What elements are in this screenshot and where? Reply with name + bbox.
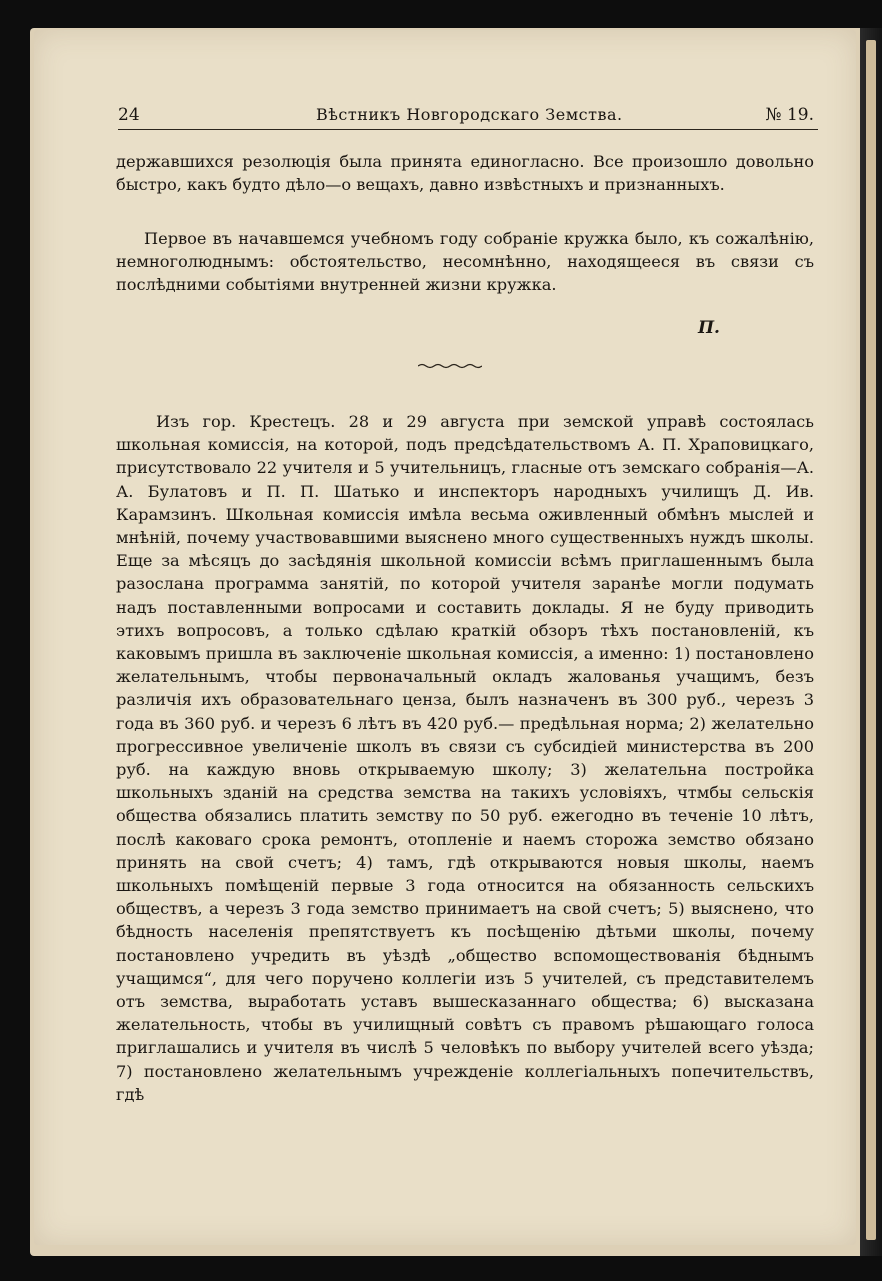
adjacent-page-edge (866, 40, 876, 1240)
issue-number: № 19. (765, 105, 814, 125)
running-header (118, 105, 818, 131)
author-signature: П. (698, 318, 720, 338)
journal-title: Вѣстникъ Новгородскаго Земства. (316, 105, 623, 124)
page-number: 24 (118, 105, 140, 125)
paragraph-circle-meeting: Первое въ начавшемся учебномъ году собраніе кружка было, къ сожалѣнію, немноголюднымъ: обстоятельство, несомнѣнно, находящееся въ связи съ послѣдними событіями внутренней жизни кружка. (116, 229, 814, 295)
paragraph-continued: державшихся резолюція была принята единогласно. Все произошло довольно быстро, какъ будто дѣло—о вещахъ, давно извѣстныхъ и признанныхъ. (116, 152, 814, 195)
section-divider-ornament (418, 362, 482, 370)
header-rule (118, 129, 818, 130)
paragraph-krestsy-report: Изъ гор. Крестецъ. 28 и 29 августа при земской управѣ состоялась школьная комиссія, на которой, подъ предсѣдательствомъ А. П. Храповицкаго, присутствовало 22 учителя и 5 учительницъ, гласные отъ земскаго собранія—А. А. Булатовъ и П. П. Шатько и инспекторъ народныхъ училищъ Д. Ив. Карамзинъ. Школьная комиссія имѣла весьма оживленный обмѣнъ мыслей и мнѣній, почему участвовавшими выяснено много существенныхъ нуждъ школы. Еще за мѣсяцъ до засѣдянія школьной комиссіи всѣмъ приглашеннымъ была разослана программа занятій, по которой учителя заранѣе могли подумать надъ поставленными вопросами и составить доклады. Я не буду приводить этихъ вопросовъ, а только сдѣлаю краткій обзоръ тѣхъ постановленій, къ каковымъ пришла въ заключеніе школьная комиссія, а именно: 1) постановлено желательнымъ, чтобы первоначальный окладъ жалованья учащимъ, безъ различія ихъ образовательнаго ценза, былъ назначенъ въ 300 руб., черезъ 3 года въ 360 руб. и черезъ 6 лѣтъ въ 420 руб.— предѣльная норма; 2) желательно прогрессивное увеличеніе школъ въ связи съ субсидіей министерства въ 200 руб. на каждую вновь открываемую школу; 3) желательна постройка школьныхъ зданій на средства земства на такихъ условіяхъ, чтмбы сельскія общества обязались платить земству по 50 руб. ежегодно въ теченіе 10 лѣтъ, послѣ каковаго срока ремонтъ, отопленіе и наемъ сторожа земство обязано принять на свой счетъ; 4) тамъ, гдѣ открываются новыя школы, наемъ школьныхъ помѣщеній первые 3 года относится на обязанность сельскихъ обществъ, а черезъ 3 года земство принимаетъ на свой счетъ; 5) выяснено, что бѣдность населенія препятствуетъ къ посѣщенію дѣтьми школы, почему постановлено учредить въ уѣздѣ „общество вспомоществованія бѣднымъ учащимся“, для чего поручено коллегіи изъ 5 учителей, съ представителемъ отъ земства, выработать уставъ вышесказаннаго общества; 6) высказана желательность, чтобы въ училищный совѣтъ съ правомъ рѣшающаго голоса приглашались и учителя въ числѣ 5 человѣкъ по выбору учителей всего уѣзда; 7) постановлено желательнымъ учрежденіе коллегіальныхъ попечительствъ, гдѣ (116, 412, 814, 1104)
